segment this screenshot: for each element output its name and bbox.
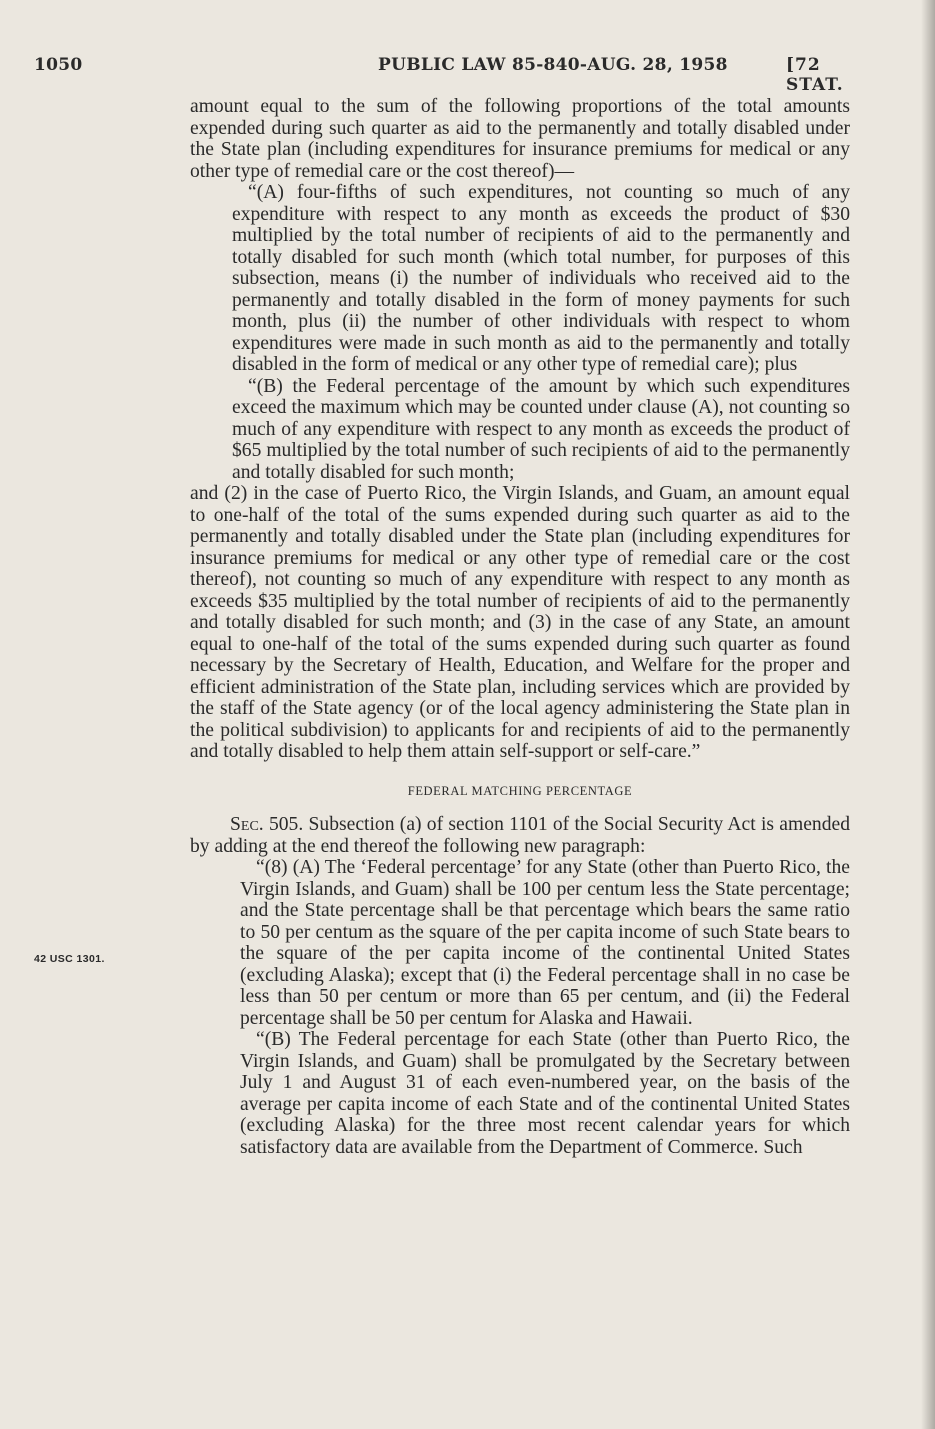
intro-paragraph: amount equal to the sum of the following proportions of the total amounts expended during such quarter as aid to the permanently and totally disabled under the State plan (including expenditures for insurance premiums for medical or any other type of remedial care or the cost thereof)— — [190, 96, 850, 182]
section-label: Sec. 505. — [230, 814, 304, 835]
running-head: PUBLIC LAW 85-840-AUG. 28, 1958 — [378, 55, 728, 75]
section-heading: FEDERAL MATCHING PERCENTAGE — [407, 783, 633, 798]
section-505-paragraph — [190, 814, 850, 857]
page-number: 1050 — [34, 55, 83, 75]
body-text — [190, 96, 850, 1158]
clause-a: “(A) four-fifths of such expenditures, not counting so much of any expenditure with respect to any month as exceeds the product of $30 multiplied by the total number of recipients of aid to the permanently and totally disabled for such month (which total number, for purposes of this subsection, means (i) the number of individuals who received aid to the permanently and totally disabled in the form of money payments for such month, plus (ii) the number of other individuals with respect to whom expenditures were made in such month as aid to the permanently and totally disabled in the form of medical or any other type of remedial care); plus — [232, 182, 850, 375]
margin-citation: 42 USC 1301. — [34, 953, 105, 965]
paragraph-8b: “(B) The Federal percentage for each State (other than Puerto Rico, the Virgin Islands, and Guam) shall be promulgated by the Secretary between July 1 and August 31 of each even-numbered year, on the basis of the average per capita income of each State and of the continental United States (excluding Alaska) for the three most recent calendar years for which satisfactory data are available from the Department of Commerce. Such — [240, 1029, 850, 1158]
page-edge-shadow — [921, 0, 935, 1429]
page-header — [34, 55, 854, 95]
clause-b: “(B) the Federal percentage of the amount by which such expenditures exceed the maximum which may be counted under clause (A), not counting so much of any expenditure with respect to any month as exceeds the product of $65 multiplied by the total number of such recipients of aid to the permanently and totally disabled for such month; — [232, 375, 850, 483]
statute-reference: [72 STAT. — [786, 55, 844, 95]
continuation-paragraph: and (2) in the case of Puerto Rico, the Virgin Islands, and Guam, an amount equal to one-half of the total of the sums expended during such quarter as aid to the permanently and totally disabled under the State plan (including expenditures for insurance premiums for medical or any other type of remedial care or the cost thereof), not counting so much of any expenditure with respect to any month as exceeds $35 multiplied by the total number of recipients of aid to the permanently and totally disabled for such month; and (3) in the case of any State, an amount equal to one-half of the total of the sums expended during such quarter as found necessary by the Secretary of Health, Education, and Welfare for the proper and efficient administration of the State plan, including services which are provided by the staff of the State agency (or of the local agency administering the State plan in the political subdivision) to applicants for and recipients of aid to the permanently and totally disabled to help them attain self-support or self-care.” — [190, 483, 850, 762]
section-505-text: Subsection (a) of section 1101 of the Social Security Act is amended by adding at the end thereof the following new paragraph: — [190, 814, 851, 857]
paragraph-8a: “(8) (A) The ‘Federal percentage’ for any State (other than Puerto Rico, the Virgin Islands, and Guam) shall be 100 per centum less the State percentage; and the State percentage shall be that percentage which bears the same ratio to 50 per centum as the square of the per capita income of such State bears to the square of the per capita income of the continental United States (excluding Alaska); except that (i) the Federal percentage shall in no case be less than 50 per centum or more than 65 per centum, and (ii) the Federal percentage shall be 50 per centum for Alaska and Hawaii. — [240, 857, 850, 1029]
